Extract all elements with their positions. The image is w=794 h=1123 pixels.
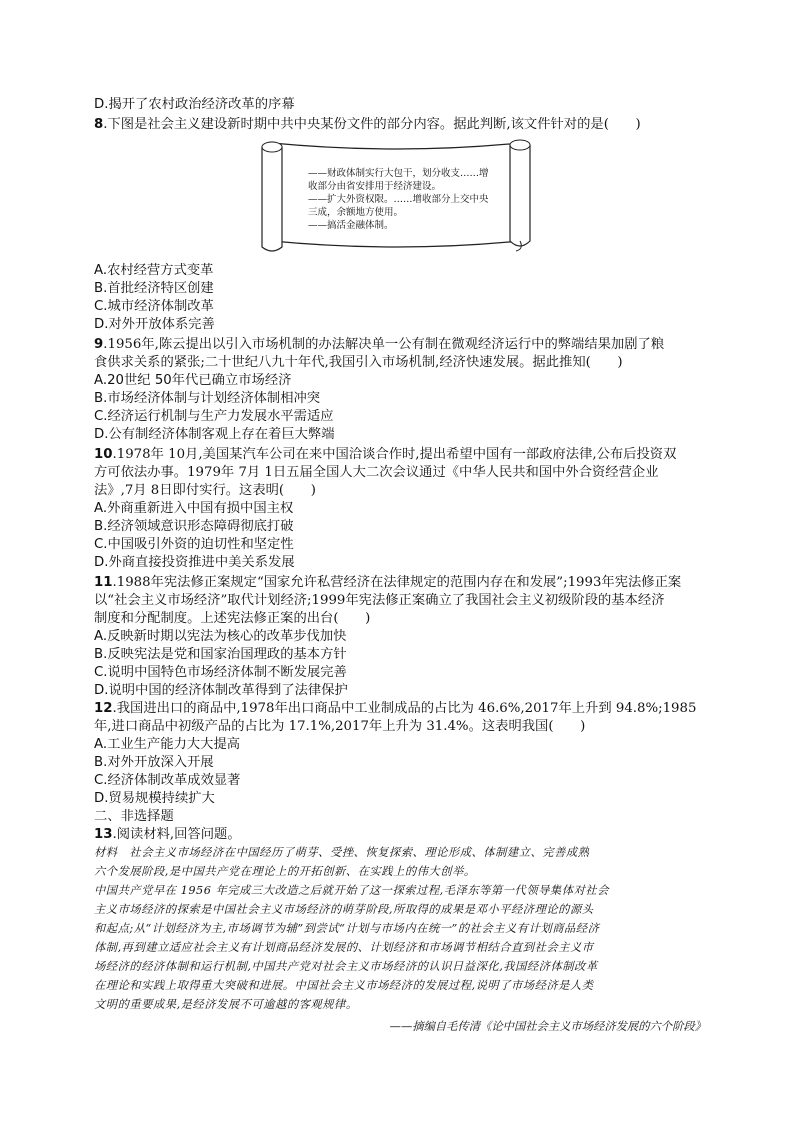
q12-stem-line-2: 年,进口商品中初级产品的占比为 17.1%,2017年上升为 31.4%。这表明我国( ) [94, 719, 586, 734]
material-line-1: 材料 社会主义市场经济在中国经历了萌芽、受挫、恢复探索、理论形成、体制建立、完善成熟 [94, 846, 590, 859]
q8-stem [94, 116, 714, 134]
q12-stem-line-1 [94, 700, 714, 718]
q9-number: 9 [94, 337, 104, 352]
q13-number: 13 [94, 827, 113, 842]
scroll-line-5: ——搞活金融体制。 [308, 220, 394, 231]
q11-stem-line-1 [94, 574, 714, 592]
q8-stem-text: .下图是社会主义建设新时期中共中央某份文件的部分内容。据此判断,该文件针对的是( ) [103, 117, 641, 132]
q11-stem-line-2: 以“社会主义市场经济”取代计划经济;1999年宪法修正案确立了我国社会主义初级阶段的基本经济 [94, 593, 665, 608]
scroll-line-2: 收部分由省安排用于经济建设。 [308, 181, 442, 192]
q11-stem-line-3: 制度和分配制度。上述宪法修正案的出台( ) [94, 611, 371, 626]
q10-stem-line-1 [94, 446, 714, 464]
q13-stem-text: .阅读材料,回答问题。 [112, 827, 241, 842]
material-line-9: 文明的重要成果,是经济发展不可逾越的客观规律。 [94, 998, 358, 1011]
q12-option-a: A.工业生产能力大大提高 [94, 737, 241, 752]
material-source: ——摘编自毛传清《论中国社会主义市场经济发展的六个阶段》 [389, 1020, 706, 1033]
q9-option-a: A.20世纪 50年代已确立市场经济 [94, 373, 292, 388]
q12-option-c: C.经济体制改革成效显著 [94, 773, 241, 788]
material-line-8: 在理论和实践上取得重大突破和进展。中国社会主义市场经济的发展过程,说明了市场经济是人类 [94, 979, 594, 992]
q12-option-d: D.贸易规模持续扩大 [94, 791, 215, 806]
q8-option-b: B.首批经济特区创建 [94, 281, 214, 296]
q11-option-b: B.反映宪法是党和国家治国理政的基本方针 [94, 647, 347, 662]
material-line-4: 主义市场经济的探索是中国社会主义市场经济的萌芽阶段,所取得的成果是邓小平经济理论的源头 [94, 903, 594, 916]
q9-option-d: D.公有制经济体制客观上存在着巨大弊端 [94, 427, 335, 442]
q9-option-c: C.经济运行机制与生产力发展水平需适应 [94, 409, 334, 424]
scroll-line-3: ——扩大外资权限。……增收部分上交中央 [308, 194, 489, 205]
material-line-5: 和起点;从“计划经济为主,市场调节为辅”到尝试“计划与市场内在统一”的社会主义有计划商品经济 [94, 922, 600, 935]
q8-option-c: C.城市经济体制改革 [94, 299, 214, 314]
section-heading-non-choice: 二、非选择题 [94, 809, 174, 824]
q9-stem-line-2: 食供求关系的紧张;二十世纪八九十年代,我国引入市场机制,经济快速发展。据此推知( ) [94, 355, 623, 370]
q13-stem [94, 826, 714, 844]
q8-option-d: D.对外开放体系完善 [94, 317, 215, 332]
material-line-3: 中国共产党早在 1956 年完成三大改造之后就开始了这一探索过程,毛泽东等第一代领导集体对社会 [94, 884, 609, 897]
q11-option-c: C.说明中国特色市场经济体制不断发展完善 [94, 665, 347, 680]
q8-option-a: A.农村经营方式变革 [94, 263, 214, 278]
q9-stem-line-1 [94, 336, 714, 354]
q10-stem-line-2: 方可依法办事。1979年 7月 1日五届全国人大二次会议通过《中华人民共和国中外合资经营企业 [94, 465, 659, 480]
q10-option-c: C.中国吸引外资的迫切性和坚定性 [94, 537, 294, 552]
q11-option-d: D.说明中国的经济体制改革得到了法律保护 [94, 683, 348, 698]
q11-option-a: A.反映新时期以宪法为核心的改革步伐加快 [94, 629, 347, 644]
q10-stem-line-3: 法》,7月 8日即付实行。这表明( ) [94, 483, 316, 498]
q9-stem-text-1: .1956年,陈云提出以引入市场机制的办法解决单一公有制在微观经济运行中的弊端结果加剧了粮 [103, 337, 665, 352]
q11-stem-text-1: .1988年宪法修正案规定“国家允许私营经济在法律规定的范围内存在和发展”;1993年宪法修正案 [112, 575, 682, 590]
q9-option-b: B.市场经济体制与计划经济体制相冲突 [94, 391, 321, 406]
material-line-2: 六个发展阶段,是中国共产党在理论上的开拓创新、在实践上的伟大创举。 [94, 865, 476, 878]
q10-option-b: B.经济领域意识形态障碍彻底打破 [94, 519, 294, 534]
q11-number: 11 [94, 575, 113, 590]
scroll-line-4: 三成，余额地方使用。 [308, 207, 404, 218]
q12-stem-text-1: .我国进出口的商品中,1978年出口商品中工业制成品的占比为 46.6%,2017年上升到 94.8%;1985 [112, 701, 697, 716]
material-line-7: 场经济的经济体制和运行机制,中国共产党对社会主义市场经济的认识日益深化,我国经济体制改革 [94, 960, 598, 973]
q8-number: 8 [94, 117, 104, 132]
scroll-line-1: ——财政体制实行大包干，划分收支……增 [308, 168, 489, 179]
q7-option-d: D.揭开了农村政治经济改革的序幕 [94, 97, 295, 112]
q10-option-d: D.外商直接投资推进中美关系发展 [94, 555, 295, 570]
q12-number: 12 [94, 701, 113, 716]
q10-option-a: A.外商重新进入中国有损中国主权 [94, 501, 294, 516]
q10-stem-text-1: .1978年 10月,美国某汽车公司在来中国洽谈合作时,提出希望中国有一部政府法律,公布后投资双 [112, 447, 677, 462]
q10-number: 10 [94, 447, 113, 462]
material-line-6: 体制,再到建立适应社会主义有计划商品经济发展的、计划经济和市场调节相结合直到社会主义市 [94, 941, 594, 954]
q12-option-b: B.对外开放深入开展 [94, 755, 214, 770]
